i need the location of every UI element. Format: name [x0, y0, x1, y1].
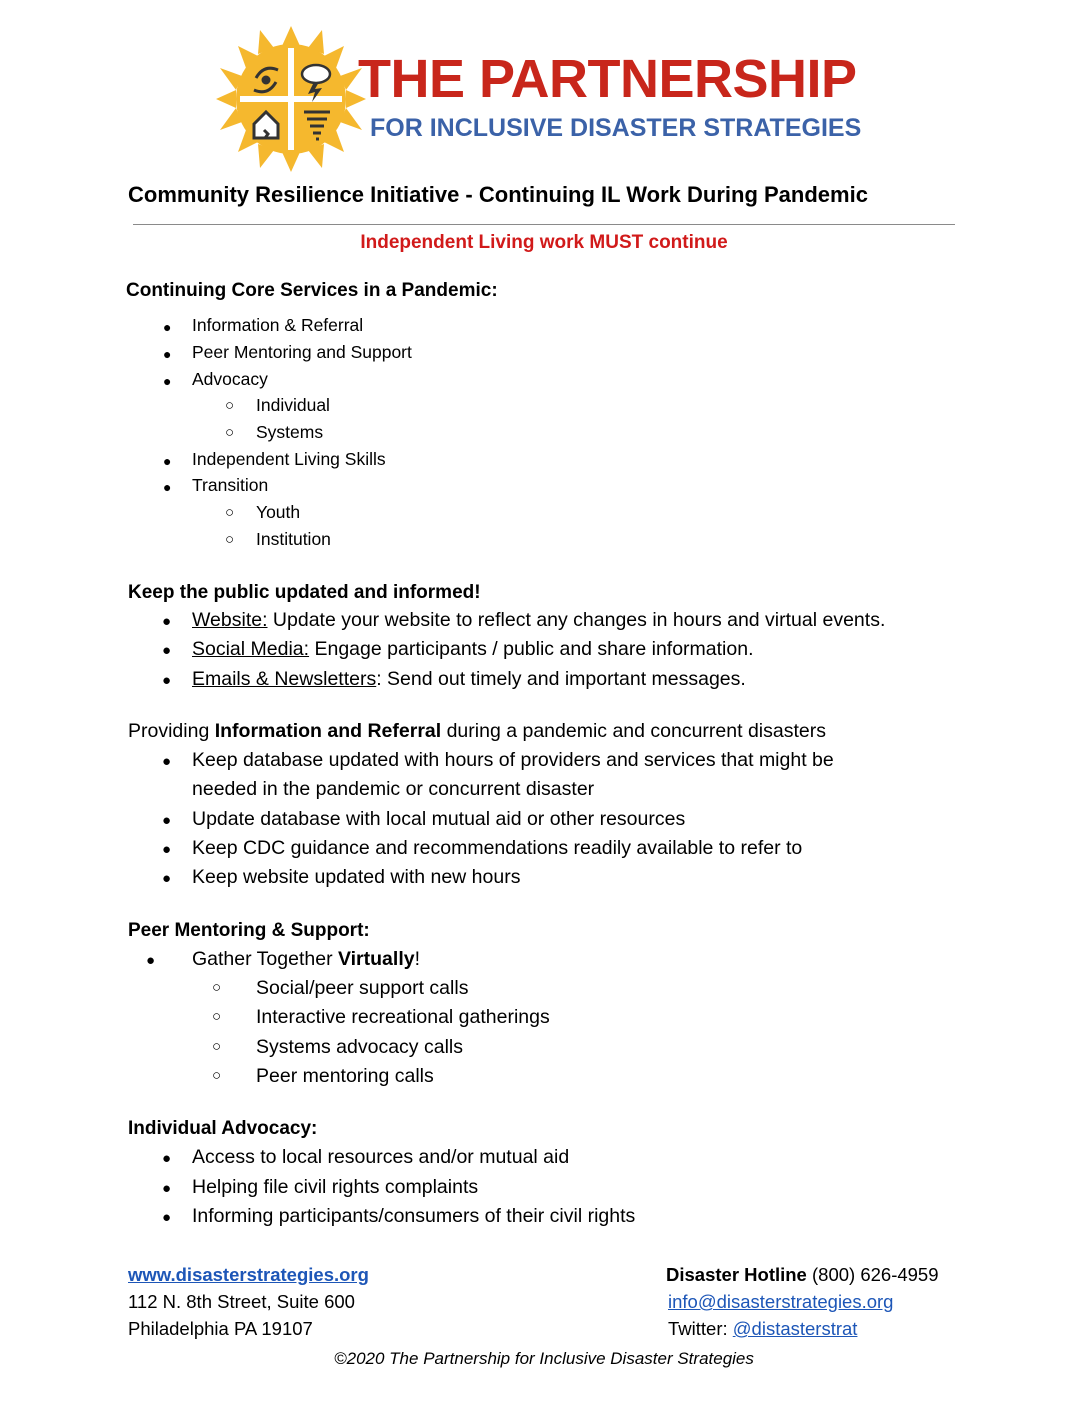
bullet-icon: ● [162, 1209, 172, 1226]
hotline [666, 1266, 939, 1285]
bullet-icon: ● [162, 642, 172, 659]
sub-list-item: Social/peer support calls [256, 977, 469, 999]
list-item [192, 611, 885, 631]
peer-item-bold: Virtually [337, 948, 415, 970]
bullet-icon: ● [162, 753, 172, 770]
list-item: Advocacy [192, 369, 268, 389]
list-item: Informing participants/consumers of their civil rights [192, 1205, 636, 1227]
bullet-icon: ● [163, 373, 172, 389]
sub-list-item: Youth [256, 502, 301, 522]
bullet-icon: ● [162, 812, 172, 829]
social-media-text: Engage participants / public and share information. [309, 638, 754, 660]
title-divider [133, 224, 955, 225]
sub-list-item: Peer mentoring calls [256, 1065, 434, 1087]
document-title: Community Resilience Initiative - Continuing IL Work During Pandemic [128, 182, 868, 207]
bullet-icon: ● [163, 346, 172, 362]
list-item: Helping file civil rights complaints [192, 1176, 479, 1198]
peer-item-pre: Gather Together [192, 948, 338, 970]
advocacy-heading: Individual Advocacy: [128, 1118, 318, 1139]
social-media-term: Social Media: [192, 638, 310, 660]
list-item: Transition [192, 475, 269, 495]
tagline: Independent Living work MUST continue [360, 232, 728, 253]
peer-heading: Peer Mentoring & Support: [128, 920, 370, 941]
address-line-2: Philadelphia PA 19107 [128, 1318, 313, 1339]
list-item [192, 950, 420, 970]
intro-pre: Providing [128, 720, 215, 742]
partnership-logo [216, 26, 366, 172]
intro-post: during a pandemic and concurrent disasters [441, 720, 826, 742]
circle-bullet-icon: ○ [212, 1067, 222, 1084]
twitter [668, 1320, 857, 1339]
sub-list-item: Systems advocacy calls [256, 1036, 463, 1058]
copyright: ©2020 The Partnership for Inclusive Disaster Strategies [334, 1349, 754, 1368]
list-item-continued: needed in the pandemic or concurrent disaster [192, 778, 595, 800]
circle-bullet-icon: ○ [212, 979, 222, 996]
website-text: Update your website to reflect any changes in hours and virtual events. [267, 609, 886, 631]
list-item: Independent Living Skills [192, 449, 386, 469]
list-item [192, 640, 754, 660]
emails-text: : Send out timely and important messages. [376, 668, 746, 690]
peer-item-post: ! [414, 948, 420, 970]
list-item: Keep database updated with hours of providers and services that might be [192, 749, 834, 771]
circle-bullet-icon: ○ [225, 504, 235, 521]
list-item: Update database with local mutual aid or other resources [192, 808, 686, 830]
twitter-link[interactable]: @distasterstrat [732, 1318, 858, 1339]
circle-bullet-icon: ○ [225, 424, 235, 441]
circle-bullet-icon: ○ [212, 1038, 222, 1055]
list-item: Peer Mentoring and Support [192, 342, 412, 362]
list-item: Keep CDC guidance and recommendations readily available to refer to [192, 837, 803, 859]
sub-list-item: Interactive recreational gatherings [256, 1006, 550, 1028]
brand-subtitle: FOR INCLUSIVE DISASTER STRATEGIES [370, 114, 862, 142]
bullet-icon: ● [163, 453, 172, 469]
list-item: Access to local resources and/or mutual aid [192, 1146, 570, 1168]
email-link[interactable]: info@disasterstrategies.org [668, 1291, 894, 1312]
list-item [192, 670, 746, 690]
bullet-icon: ● [163, 319, 172, 335]
bullet-icon: ● [163, 479, 172, 495]
circle-bullet-icon: ○ [212, 1008, 222, 1025]
bullet-icon: ● [162, 613, 172, 630]
bullet-icon: ● [162, 841, 172, 858]
website-link[interactable]: www.disasterstrategies.org [128, 1264, 369, 1285]
public-heading: Keep the public updated and informed! [128, 582, 481, 603]
brand-name: THE PARTNERSHIP [358, 49, 857, 109]
twitter-label: Twitter: [668, 1318, 733, 1339]
hotline-number: (800) 626-4959 [806, 1264, 939, 1285]
circle-bullet-icon: ○ [225, 531, 235, 548]
info-referral-intro [128, 722, 826, 742]
emails-term: Emails & Newsletters [192, 668, 377, 690]
list-item: Information & Referral [192, 315, 364, 335]
bullet-icon: ● [162, 870, 172, 887]
list-item: Keep website updated with new hours [192, 866, 521, 888]
bullet-icon: ● [146, 952, 156, 969]
bullet-icon: ● [162, 1150, 172, 1167]
hotline-label: Disaster Hotline [666, 1264, 807, 1285]
bullet-icon: ● [162, 672, 172, 689]
intro-bold: Information and Referral [214, 720, 442, 742]
core-services-heading: Continuing Core Services in a Pandemic: [126, 280, 498, 301]
sub-list-item: Institution [256, 529, 331, 549]
website-term: Website: [192, 609, 268, 631]
address-line-1: 112 N. 8th Street, Suite 600 [128, 1291, 355, 1312]
sub-list-item: Systems [256, 422, 324, 442]
bullet-icon: ● [162, 1180, 172, 1197]
circle-bullet-icon: ○ [225, 397, 235, 414]
sub-list-item: Individual [256, 395, 330, 415]
